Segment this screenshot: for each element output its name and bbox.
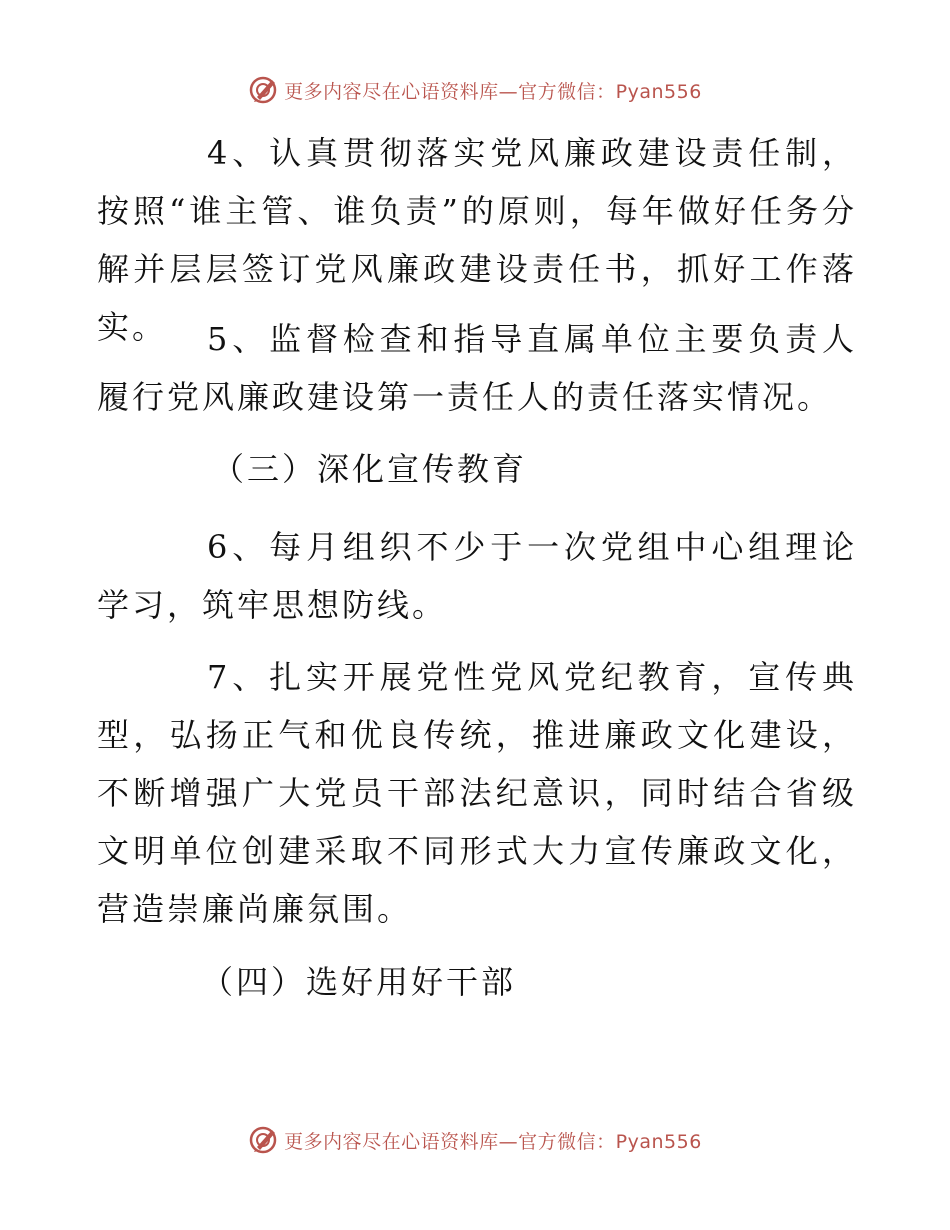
pen-logo-icon xyxy=(248,74,280,106)
paragraph-7: 7、扎实开展党性党风党纪教育，宣传典型，弘扬正气和优良传统，推进廉政文化建设，不断增强广大党员干部法纪意识，同时结合省级文明单位创建采取不同形式大力宣传廉政文化，营造崇廉尚廉氛围。 xyxy=(97,658,857,928)
watermark-text: 更多内容尽在心语资料库—官方微信：Pyan556 xyxy=(284,1130,702,1153)
footer-watermark xyxy=(0,1120,950,1160)
paragraph-5: 5、监督检查和指导直属单位主要负责人履行党风廉政建设第一责任人的责任落实情况。 xyxy=(97,320,857,416)
paragraph-6: 6、每月组织不少于一次党组中心组理论学习，筑牢思想防线。 xyxy=(97,528,857,624)
watermark-text: 更多内容尽在心语资料库—官方微信：Pyan556 xyxy=(284,80,702,103)
section-heading-4: （四）选好用好干部 xyxy=(201,963,517,1001)
section-heading-3: （三）深化宣传教育 xyxy=(212,450,528,488)
paragraph-4: 4、认真贯彻落实党风廉政建设责任制，按照“谁主管、谁负责”的原则，每年做好任务分解并层层签订党风廉政建设责任书，抓好工作落实。 xyxy=(97,134,857,346)
header-watermark xyxy=(0,70,950,110)
pen-logo-icon xyxy=(248,1124,280,1156)
